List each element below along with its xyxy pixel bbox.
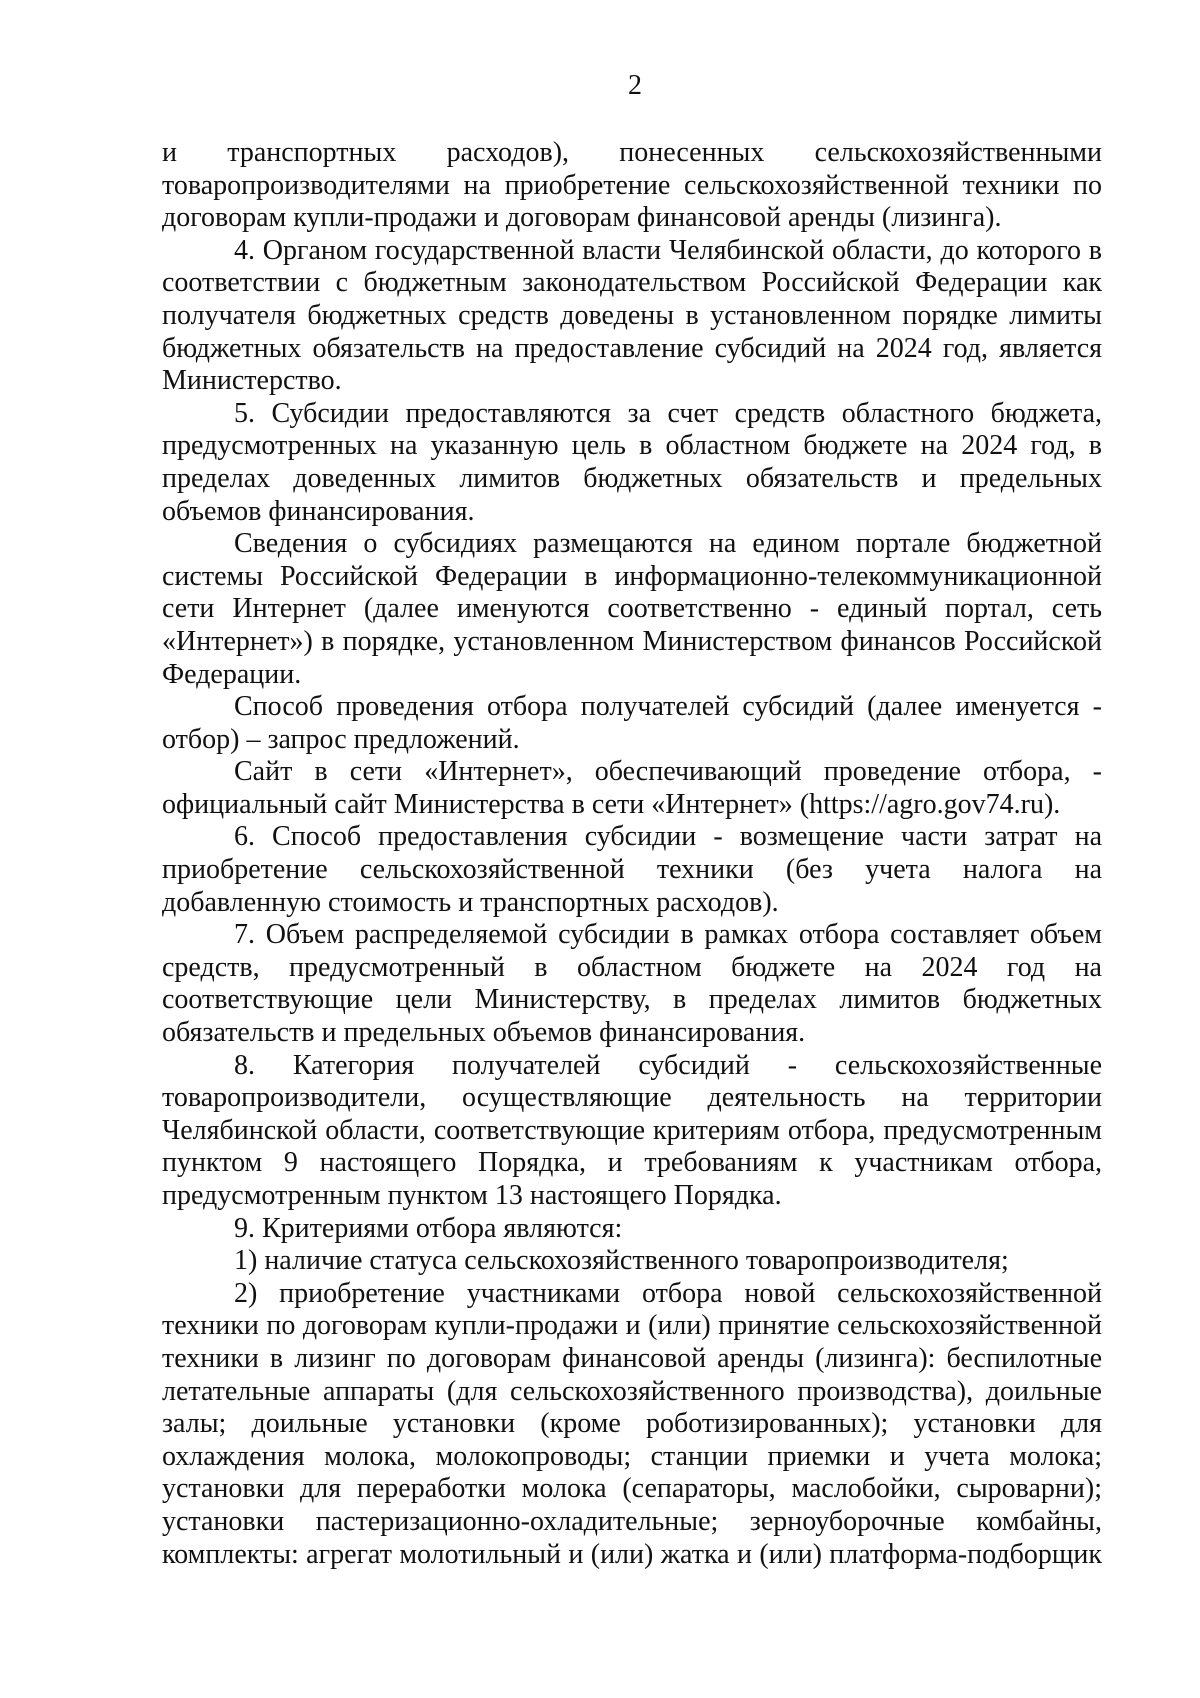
paragraph-continuation: и транспортных расходов), понесенных сельскохозяйственными товаропроизводителями на приобретение сельскохозяйственной техники по договорам купли-продажи и договорам финансовой аренды (лизинга). <box>162 137 1102 234</box>
paragraph-item-4: 4. Органом государственной власти Челябинской области, до которого в соответствии с бюджетным законодательством Российской Федерации как получателя бюджетных средств доведены в установленном порядке лимиты бюджетных обязательств на предоставление субсидий на 2024 год, является Министерство. <box>162 234 1102 397</box>
paragraph-item-7: 7. Объем распределяемой субсидии в рамках отбора составляет объем средств, предусмотренный в областном бюджете на 2024 год на соответствующие цели Министерству, в пределах лимитов бюджетных обязательств и предельных объемов финансирования. <box>162 919 1102 1049</box>
paragraph-criterion-1: 1) наличие статуса сельскохозяйственного товаропроизводителя; <box>234 1245 1009 1277</box>
document-body <box>162 137 1102 1571</box>
paragraph-subsidy-info: Сведения о субсидиях размещаются на едином портале бюджетной системы Российской Федерации в информационно-телекоммуникационной сети Интернет (далее именуются соответственно - единый портал, сеть «Интернет») в порядке, установленном Министерством финансов Российской Федерации. <box>162 528 1102 690</box>
page-number: 2 <box>628 70 642 101</box>
paragraph-criterion-2: 2) приобретение участниками отбора новой сельскохозяйственной техники по договорам купли-продажи и (или) принятие сельскохозяйственной техники в лизинг по договорам финансовой аренды (лизинга): беспилотные летательные аппараты (для сельскохозяйственного производства), доильные залы; доильные установки (кроме роботизированных); установки для охлаждения молока, молокопроводы; станции приемки и учета молока; установки для переработки молока (сепараторы, маслобойки, сыроварни); установки пастеризационно-охладительные; зерноуборочные комбайны, комплекты: агрегат молотильный и (или) жатка и (или) платформа-подборщик <box>162 1277 1102 1570</box>
paragraph-selection-method: Способ проведения отбора получателей субсидий (далее именуется - отбор) – запрос предложений. <box>162 691 1102 755</box>
paragraph-item-8: 8. Категория получателей субсидий - сельскохозяйственные товаропроизводители, осуществляющие деятельность на территории Челябинской области, соответствующие критериям отбора, предусмотренным пунктом 9 настоящего Порядка, и требованиям к участникам отбора, предусмотренным пунктом 13 настоящего Порядка. <box>162 1049 1102 1211</box>
paragraph-item-5: 5. Субсидии предоставляются за счет средств областного бюджета, предусмотренных на указанную цель в областном бюджете на 2024 год, в пределах доведенных лимитов бюджетных обязательств и предельных объемов финансирования. <box>162 397 1102 527</box>
paragraph-website: Сайт в сети «Интернет», обеспечивающий проведение отбора, - официальный сайт Министерства в сети «Интернет» (https://agro.gov74.ru). <box>162 756 1102 820</box>
paragraph-item-6: 6. Способ предоставления субсидии - возмещение части затрат на приобретение сельскохозяйственной техники (без учета налога на добавленную стоимость и транспортных расходов). <box>162 821 1102 918</box>
paragraph-item-9: 9. Критериями отбора являются: <box>234 1212 623 1244</box>
